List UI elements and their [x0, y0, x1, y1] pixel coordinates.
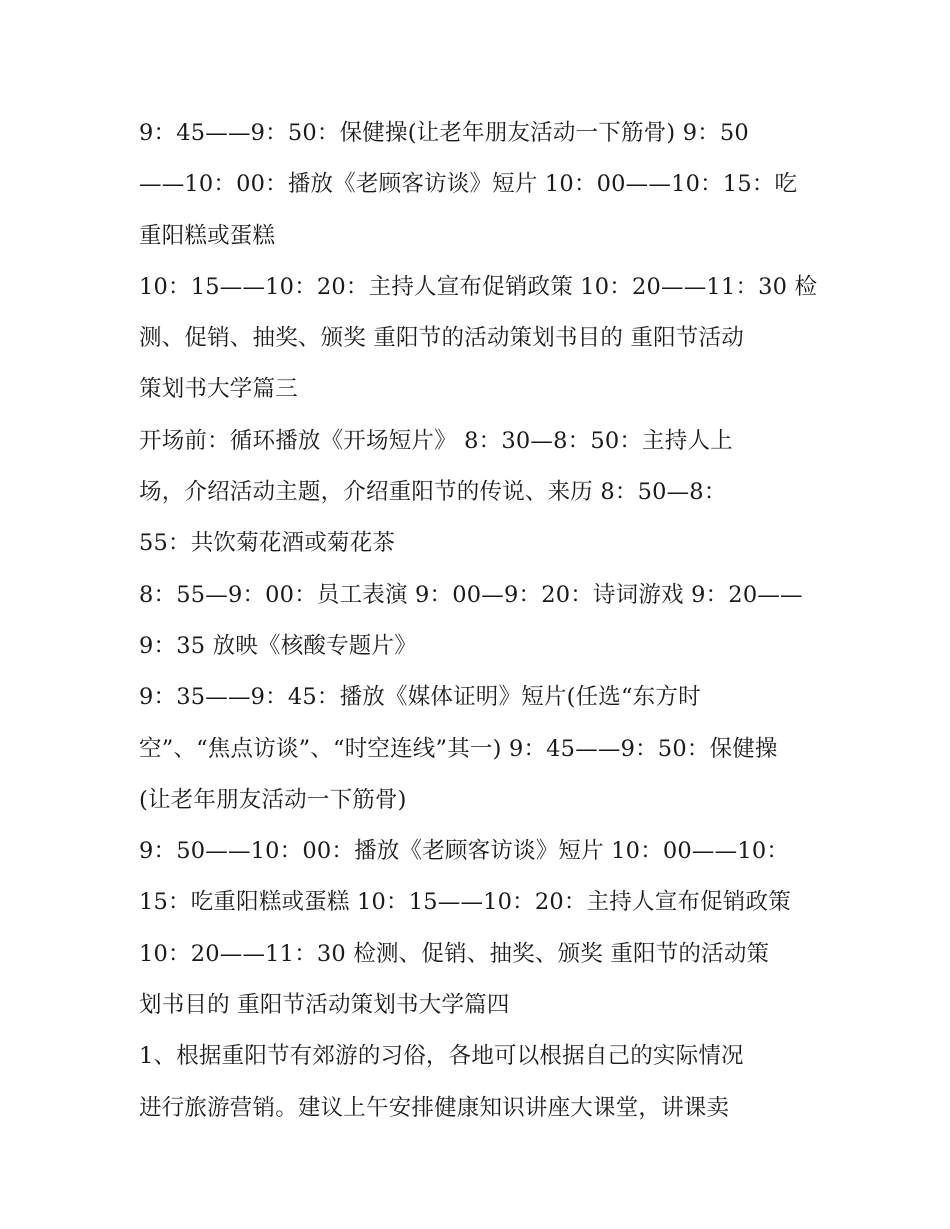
text-line: 进行旅游营销。建议上午安排健康知识讲座大课堂，讲课卖 [139, 1094, 730, 1121]
text-line: 策划书大学篇三 [139, 376, 298, 403]
text-line: 重阳糕或蛋糕 [139, 222, 276, 249]
text-line: (让老年朋友活动一下筋骨) [139, 786, 407, 813]
text-line: 测、促销、抽奖、颁奖 重阳节的活动策划书目的 重阳节活动 [139, 325, 744, 352]
document-body [139, 108, 819, 1134]
text-line: 8：55—9：00：员工表演 9：00—9：20：诗词游戏 9：20—— [139, 581, 803, 608]
text-line: 55：共饮菊花酒或菊花茶 [139, 530, 396, 557]
text-line: 10：15——10：20：主持人宣布促销政策 10：20——11：30 检 [139, 273, 818, 300]
text-line: 9：50——10：00：播放《老顾客访谈》短片 10：00——10： [139, 838, 790, 865]
text-line: 15：吃重阳糕或蛋糕 10：15——10：20：主持人宣布促销政策 [139, 889, 791, 916]
text-line: 9：35 放映《核酸专题片》 [139, 632, 417, 659]
text-line: ——10：00：播放《老顾客访谈》短片 10：00——10：15：吃 [139, 171, 798, 198]
text-line: 空”、“焦点访谈”、“时空连线”其一) 9：45——9：50：保健操 [139, 735, 778, 762]
text-line: 场，介绍活动主题，介绍重阳节的传说、来历 8：50—8： [139, 479, 727, 506]
text-line: 划书目的 重阳节活动策划书大学篇四 [139, 992, 510, 1019]
text-line: 9：35——9：45：播放《媒体证明》短片(任选“东方时 [139, 684, 701, 711]
text-line: 9：45——9：50：保健操(让老年朋友活动一下筋骨) 9：50 [139, 120, 749, 146]
text-line: 10：20——11：30 检测、促销、抽奖、颁奖 重阳节的活动策 [139, 940, 770, 967]
text-line: 1、根据重阳节有郊游的习俗，各地可以根据自己的实际情况 [139, 1043, 744, 1070]
text-line: 开场前：循环播放《开场短片》 8：30—8：50：主持人上 [139, 427, 733, 454]
